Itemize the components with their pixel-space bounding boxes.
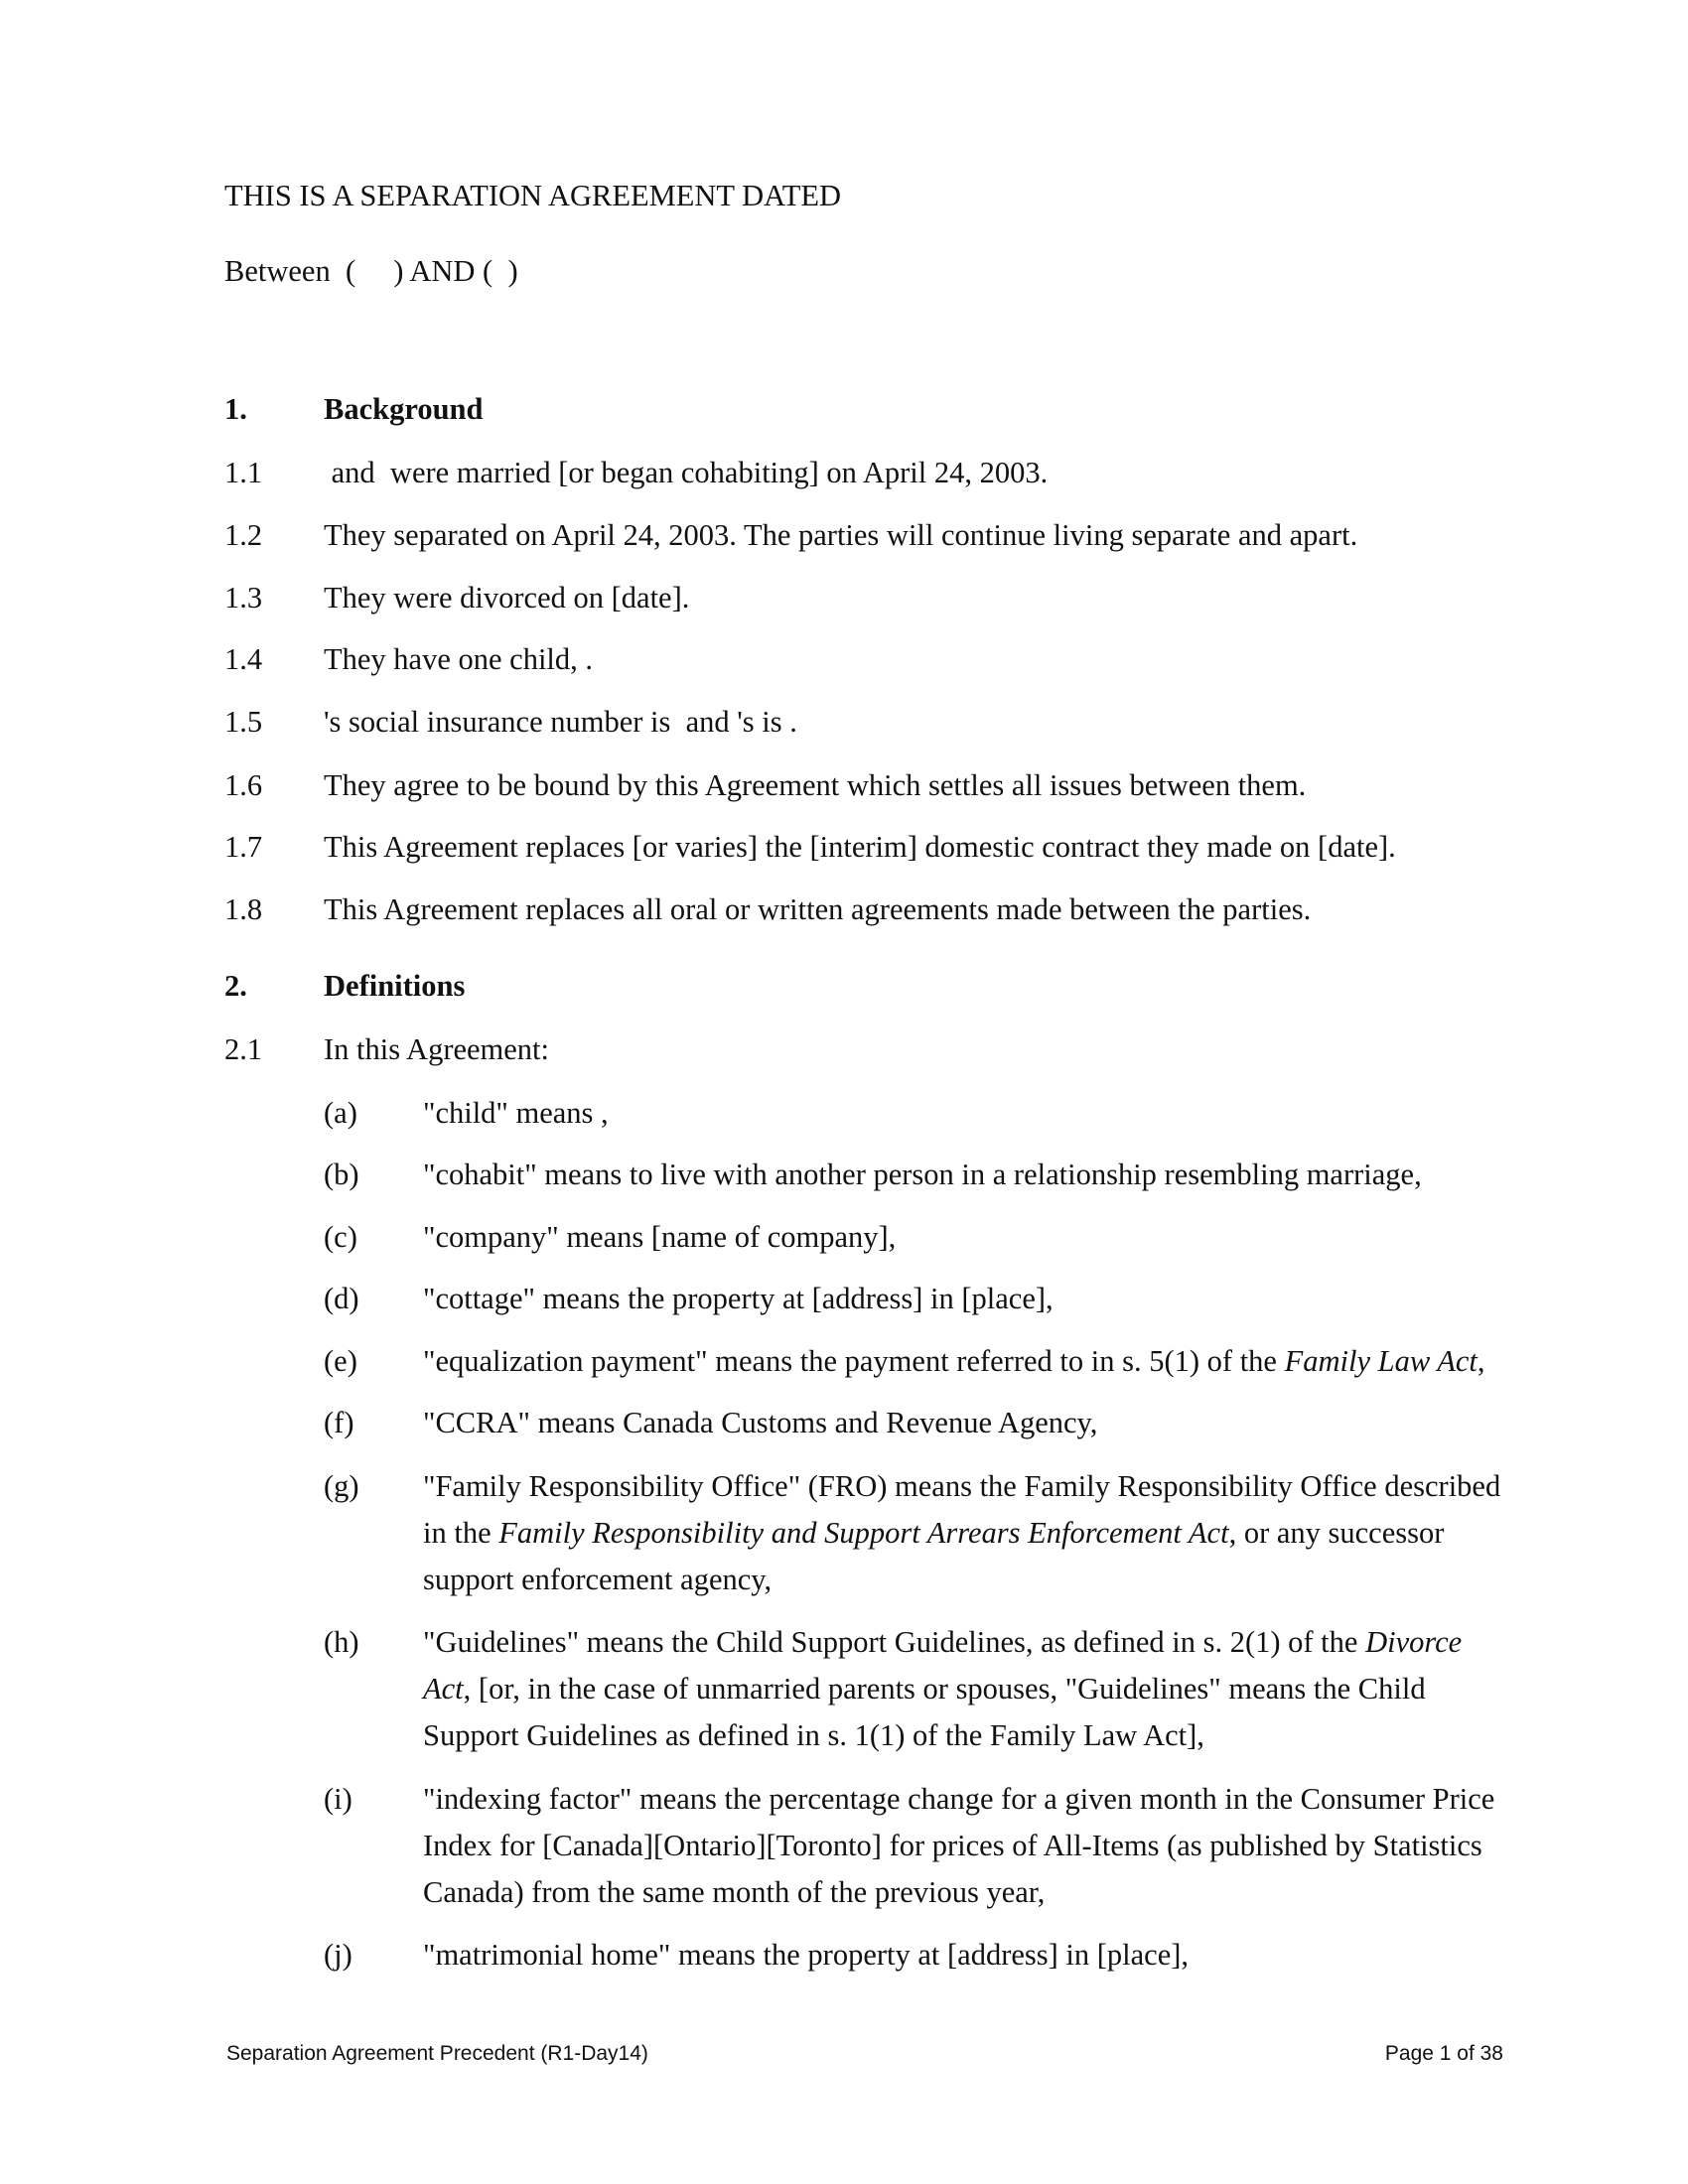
- footer-document-name: Separation Agreement Precedent (R1-Day14): [226, 2042, 648, 2065]
- clause-text: 's social insurance number is and 's is .: [324, 705, 797, 739]
- clause-text: They have one child, .: [324, 642, 594, 676]
- clause-number: 1.3: [224, 581, 263, 614]
- section-number: 1.: [224, 392, 247, 426]
- footer-page-number: Page 1 of 38: [1384, 2042, 1503, 2065]
- clause-text: In this Agreement:: [324, 1032, 550, 1066]
- clause-text: They separated on April 24, 2003. The parties will continue living separate and apart.: [324, 518, 1358, 552]
- act-title: Family Responsibility and Support Arrears Enforcement Act: [498, 1516, 1229, 1550]
- definition-label: (c): [324, 1220, 357, 1254]
- document-title: THIS IS A SEPARATION AGREEMENT DATED: [224, 179, 842, 212]
- parties-line: Between ( ) AND ( ): [224, 254, 518, 288]
- definition-text-line-3: support enforcement agency,: [423, 1563, 773, 1596]
- clause-number: 1.2: [224, 518, 263, 552]
- definition-text: "matrimonial home" means the property at [address] in [place],: [423, 1938, 1190, 1972]
- clause-text: and were married [or began cohabiting] on April 24, 2003.: [324, 456, 1049, 489]
- act-title: Divorce: [1365, 1625, 1463, 1659]
- section-heading: Background: [324, 392, 484, 426]
- definition-text-line-2: [423, 1518, 1444, 1549]
- definition-text-plain: "equalization payment" means the payment referred to in s. 5(1) of the: [423, 1344, 1285, 1378]
- definition-text-trailing: ,: [1477, 1344, 1485, 1378]
- definition-label: (d): [324, 1282, 359, 1315]
- clause-text: They were divorced on [date].: [324, 581, 690, 614]
- act-title: Act: [423, 1672, 464, 1706]
- definition-text-line-1: "indexing factor" means the percentage change for a given month in the Consumer Price: [423, 1782, 1495, 1816]
- definition-text-plain: , [or, in the case of unmarried parents or spouses, "Guidelines" means the Child: [463, 1672, 1426, 1706]
- definition-label: (j): [324, 1938, 352, 1972]
- definition-label: (b): [324, 1158, 359, 1191]
- definition-text-plain: "Guidelines" means the Child Support Guidelines, as defined in s. 2(1) of the: [423, 1625, 1366, 1659]
- definition-label: (f): [324, 1406, 354, 1439]
- clause-text: This Agreement replaces [or varies] the [interim] domestic contract they made on [date].: [324, 830, 1396, 864]
- definition-text-line-3: Support Guidelines as defined in s. 1(1) of the Family Law Act],: [423, 1718, 1204, 1752]
- definition-text-plain: in the: [423, 1516, 499, 1550]
- definition-text-line-1: [423, 1627, 1462, 1658]
- clause-number: 1.4: [224, 642, 263, 676]
- section-heading: Definitions: [324, 969, 466, 1003]
- definition-text-plain: , or any successor: [1228, 1516, 1445, 1550]
- definition-text: "cohabit" means to live with another person in a relationship resembling marriage,: [423, 1158, 1422, 1191]
- clause-number: 1.8: [224, 892, 263, 926]
- definition-text: "CCRA" means Canada Customs and Revenue Agency,: [423, 1406, 1098, 1439]
- definition-text: "company" means [name of company],: [423, 1220, 897, 1254]
- clause-number: 1.5: [224, 705, 263, 739]
- definition-text: [423, 1346, 1485, 1377]
- definition-label: (e): [324, 1344, 357, 1378]
- definition-text-line-2: [423, 1674, 1426, 1705]
- definition-label: (g): [324, 1469, 359, 1503]
- definition-label: (i): [324, 1782, 352, 1816]
- definition-label: (h): [324, 1625, 359, 1659]
- definition-text: "cottage" means the property at [address] in [place],: [423, 1282, 1054, 1315]
- section-number: 2.: [224, 969, 247, 1003]
- definition-text: "child" means ,: [423, 1096, 609, 1130]
- clause-number: 2.1: [224, 1032, 263, 1066]
- definition-label: (a): [324, 1096, 357, 1130]
- definition-text-line-2: Index for [Canada][Ontario][Toronto] for prices of All-Items (as published by Statistics: [423, 1829, 1482, 1862]
- act-title: Family Law Act: [1284, 1344, 1477, 1378]
- clause-number: 1.7: [224, 830, 263, 864]
- definition-text-line-3: Canada) from the same month of the previous year,: [423, 1875, 1046, 1909]
- clause-number: 1.6: [224, 768, 263, 802]
- clause-text: This Agreement replaces all oral or written agreements made between the parties.: [324, 892, 1312, 926]
- clause-number: 1.1: [224, 456, 263, 489]
- definition-text-line-1: "Family Responsibility Office" (FRO) means the Family Responsibility Office described: [423, 1469, 1501, 1503]
- clause-text: They agree to be bound by this Agreement which settles all issues between them.: [324, 768, 1307, 802]
